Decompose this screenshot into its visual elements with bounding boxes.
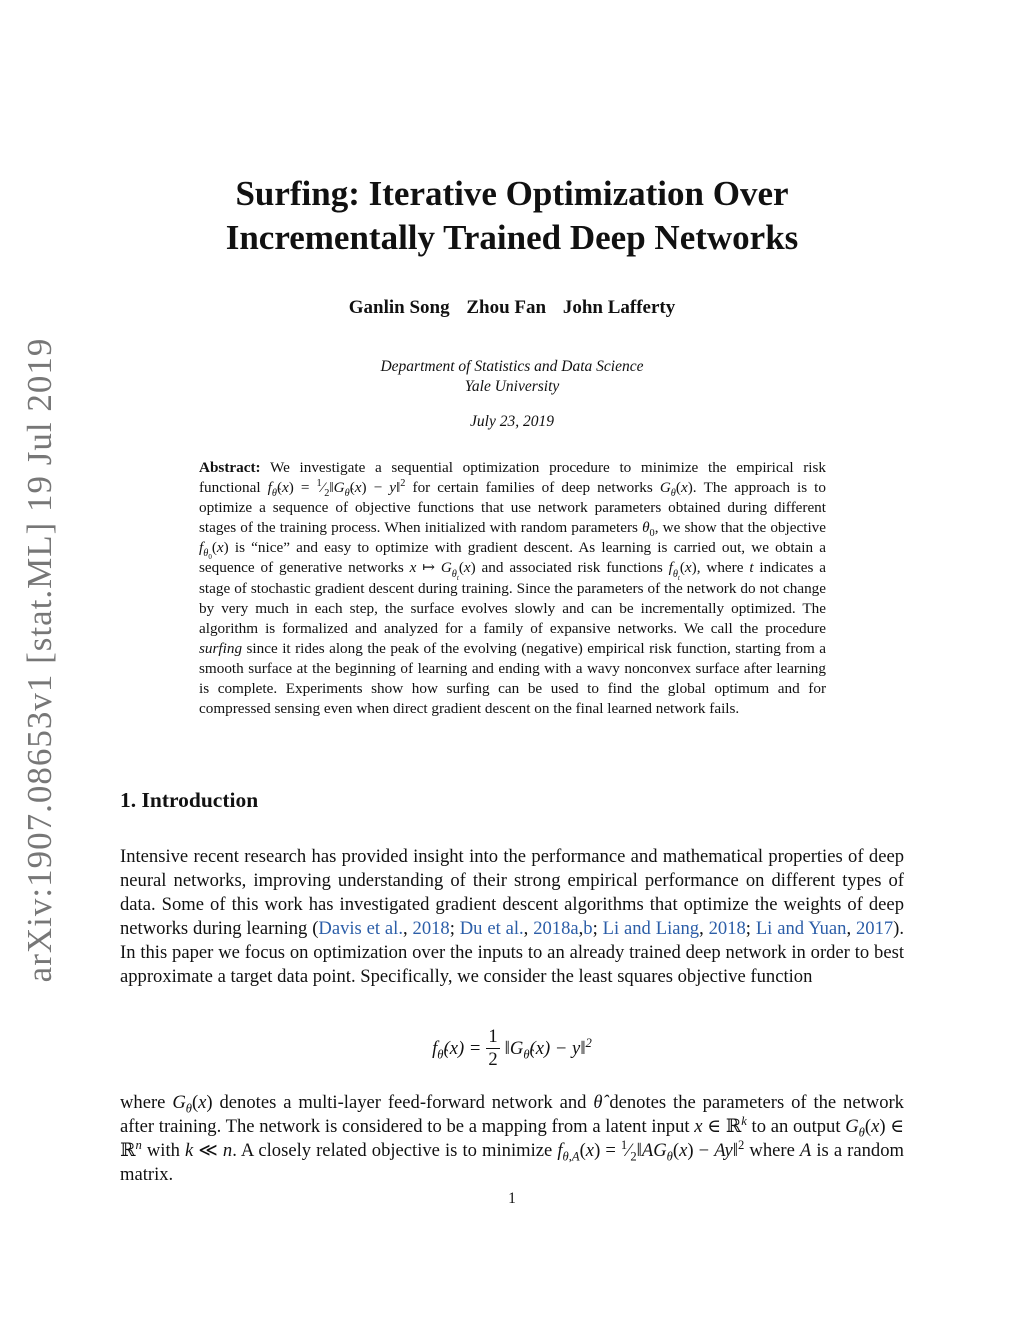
paper-title [112,172,912,260]
abstract-text: and associated risk functions [475,559,669,577]
arxiv-identifier-stamp: arXiv:1907.08653v1 [stat.ML] 19 Jul 2019 [20,337,59,983]
author-name: Zhou Fan [466,297,547,318]
paragraph-text: is a random matrix. [120,1140,904,1185]
math-f-theta0: $f_{\theta_0}(x)$ [199,539,229,562]
intro-paragraph-2: where $G_\theta(x)$ denotes a multi-layer feed-forward network and θ̂ denotes the parameters of the network after training. The network is considered to be a mapping from a latent input x ∈ ℝ$^k$ to an output $G_\theta(x)$ ∈ ℝ$^n$ with k ≪ n. A closely related objective is to minimize $f_{\theta,A}(x)$ = $^1⁄_2‖AG_\theta(x)$ − Ay‖$^2$ where A is a random matrix. [120,1092,905,1185]
paragraph-text: to an output [746,1116,846,1137]
math-risk-functional: $f_{\thetâ}(x)$ = $^1⁄_2‖G_{\thetâ}(x)$ − y‖$^2$ [267,478,406,500]
paper-date: July 23, 2019 [470,413,554,430]
citation-link[interactable]: Li and Liang [602,918,700,939]
affiliation [112,357,912,397]
abstract-text: indicates a stage of stochastic gradient descent during training. Since the parameters of the network do not change by very much in each step, the surface evolves slowly and can be incrementally optimized. The algorithm is formalized and analyzed for a family of expansive networks. We call the procedure [199,559,826,637]
abstract-text: is “nice” and easy to optimize with gradient descent. As learning is carried out, we obtain a sequence of generative networks [199,539,826,577]
citation-link[interactable]: Li and Yuan [755,918,847,939]
abstract: Abstract: We investigate a sequential optimization procedure to minimize the empirical risk functional $f_{\thetâ}(x)$ = $^1⁄_2‖G_{\thetâ}(x)$ − y‖$^2$ for certain families of deep networks $G_\theta(x)$. The approach is to optimize a sequence of objective functions that use network parameters obtained during different stages of the training process. When initialized with random parameters $\theta_0$, we show that the objective $f_{\theta_0}(x)$ is “nice” and easy to optimize with gradient descent. As learning is carried out, we obtain a sequence of generative networks x ↦ $G_{\theta_t}(x)$ and associated risk functions $f_{\theta_t}(x)$, where t indicates a stage of stochastic gradient descent during training. Since the parameters of the network do not change by very much in each step, the surface evolves slowly and can be incrementally optimized. The algorithm is formalized and analyzed for a family of expansive networks. We call the procedure surfing since it rides along the peak of the evolving (negative) empirical risk function, starting from a smooth surface at the beginning of learning and ending with a wavy nonconvex surface after learning is complete. Experiments show how surfing can be used to find the global optimum and for compressed sensing even when direct gradient descent on the final learned network fails. [199,459,827,718]
paragraph-text: Intensive recent research has provided insight into the performance and mathematical properties of deep neural networks, improving understanding of their strong empirical performance on different types of data. Some of this work has investigated gradient descent algorithms that optimize the weights of deep networks during learning ( [120,846,904,939]
math-risk-t: $f_{\theta_t}(x)$ [668,559,697,582]
citation-year-link[interactable]: 2018 [412,918,450,939]
author-name: Ganlin Song [348,297,450,318]
abstract-text: for certain families of deep networks [405,479,660,497]
intro-paragraph-1: Intensive recent research has provided insight into the performance and mathematical properties of deep neural networks, improving understanding of their strong empirical performance on different types of data. Some of this work has investigated gradient descent algorithms that optimize the weights of deep networks during learning (Davis et al., 2018; Du et al., 2018a,b; Li and Liang, 2018; Li and Yuan, 2017). In this paper we focus on optimization over the inputs to an already trained deep network in order to best approximate a target data point. Specifically, we consider the least squares objective function [120,846,904,987]
abstract-text: We investigate a sequential optimization procedure to minimize the empirical risk functional [199,459,826,497]
citation-year-link[interactable]: 2018 [708,918,746,939]
paragraph-text: ). In this paper we focus on optimization over the inputs to an already trained deep network in order to best approximate a target data point. Specifically, we consider the least squares objective function [120,918,904,987]
section-heading-introduction: 1. Introduction [120,788,259,812]
paragraph-text: denotes a multi-layer feed-forward network and [212,1092,594,1113]
abstract-text: . The approach is to optimize a sequence of objective functions that use network parameters obtained during different stages of the training process. When initialized with random parameters [199,479,826,537]
paragraph-text: where [120,1092,173,1113]
citation-link[interactable]: Du et al. [459,918,524,939]
paragraph-text: denotes the parameters of the network after training. The network is considered to be a mapping from a latent input [120,1092,904,1137]
paragraph-text: with [141,1140,185,1161]
abstract-text: since it rides along the peak of the evolving (negative) empirical risk function, starting from a smooth surface at the beginning of learning and ending with a wavy nonconvex surface after learning is complete. Experiments show how surfing can be used to find the global optimum and for compressed sensing even when direct gradient descent on the final learned network fails. [199,639,826,718]
math-generative-map: x ↦ $G_{\theta_t}(x)$ [409,559,476,582]
abstract-text: , we show that the objective [654,519,827,537]
author-name: John Lafferty [562,297,676,318]
emphasis-surfing: surfing [199,639,243,657]
math-network: $G_\theta(x)$ [659,479,693,500]
author-list [112,297,912,319]
university: Yale University [464,378,560,395]
department: Department of Statistics and Data Science [380,358,644,375]
abstract-label: Abstract: [199,459,261,476]
title-line-1: Surfing: Iterative Optimization Over [235,174,789,213]
citation-year-link[interactable]: 2018a [533,918,579,939]
citation-year-link[interactable]: b [583,918,593,939]
math-theta0: $\theta_0$ [642,519,655,540]
page-number: 1 [508,1190,516,1207]
citation-year-link[interactable]: 2017 [855,918,894,939]
citation-link[interactable]: Davis et al. [318,918,403,939]
abstract-text: , where [696,559,750,577]
paragraph-text: . A closely related objective is to minimize [232,1140,558,1161]
least-squares-equation: $f_{\thetâ}(x)$ = $\frac{1}{2}$ $‖G_{\thetâ}(x)$ − y‖$^2$ [432,1026,592,1070]
paragraph-text: where [744,1140,800,1161]
title-line-2: Incrementally Trained Deep Networks [225,218,799,257]
